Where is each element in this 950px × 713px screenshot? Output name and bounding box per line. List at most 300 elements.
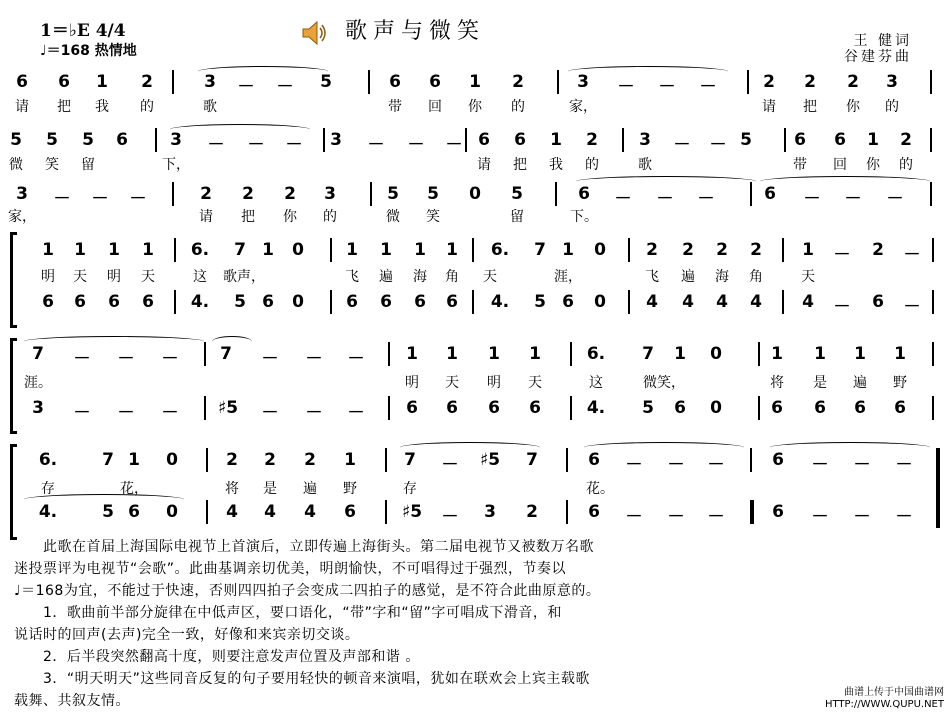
bar-line	[472, 238, 474, 262]
bar-line	[206, 500, 208, 524]
note: 1	[529, 344, 541, 364]
lyric-char: 把	[803, 99, 817, 115]
dash-note: －	[237, 77, 255, 97]
note: 7	[642, 344, 654, 364]
note: 6	[58, 72, 70, 92]
dash-note: －	[617, 77, 635, 97]
speaker-icon[interactable]	[300, 18, 328, 48]
dash-note: －	[53, 189, 71, 209]
bar-line	[750, 500, 754, 524]
slur	[24, 336, 204, 347]
lyric-char: 涯，	[554, 269, 582, 285]
note: 2	[900, 130, 912, 150]
note: 6	[514, 130, 526, 150]
dash-note: －	[73, 403, 91, 423]
footer-line: HTTP://WWW.QUPU.NET	[824, 699, 944, 710]
lyric-char: 下。	[570, 209, 598, 225]
bar-line	[758, 342, 760, 366]
dash-note: －	[367, 135, 385, 155]
lyric-char: 请	[199, 209, 213, 225]
note: 0	[594, 292, 606, 312]
lyric-char: 你	[866, 157, 880, 173]
note: 4.	[586, 398, 606, 418]
note: 1	[380, 240, 392, 260]
final-bar	[936, 448, 940, 528]
lyric-char: 天	[141, 269, 155, 285]
note: 0	[166, 502, 178, 522]
lyric-char: 存	[41, 481, 55, 497]
note: 1	[488, 344, 500, 364]
dash-note: －	[833, 245, 851, 265]
lyric-char: 遍	[379, 269, 393, 285]
bar-line	[930, 182, 932, 206]
lyric-char: 你	[283, 209, 297, 225]
lyric-char: 野	[893, 375, 907, 391]
bar-line	[388, 342, 390, 366]
note: 6.	[586, 344, 606, 364]
slur	[568, 66, 728, 77]
note: 6	[771, 398, 783, 418]
lyric-char: 明	[41, 269, 55, 285]
bar-line	[472, 290, 474, 314]
note: 4.	[490, 292, 510, 312]
slur	[198, 66, 328, 77]
slur	[212, 336, 252, 347]
note: 1	[854, 344, 866, 364]
note: 2	[763, 72, 775, 92]
note: 3	[639, 130, 651, 150]
lyric-row	[0, 96, 950, 126]
lyric-char: 把	[513, 157, 527, 173]
note: 3	[324, 184, 336, 204]
bar-line	[330, 290, 332, 314]
note: 1	[562, 240, 574, 260]
lyric-char: 天	[483, 269, 497, 285]
dash-note: －	[625, 455, 643, 475]
bar-line	[628, 238, 630, 262]
bar-line	[174, 290, 176, 314]
bar-line	[566, 500, 568, 524]
note: ♯5	[479, 450, 501, 470]
lyric-char: 歌声，	[223, 269, 265, 285]
lyric-char: 你	[468, 99, 482, 115]
note: 1	[867, 130, 879, 150]
dash-note: －	[161, 349, 179, 369]
note: 7	[102, 450, 114, 470]
bar-line	[782, 290, 784, 314]
dash-note: －	[811, 507, 829, 527]
lyric-char: 下，	[162, 157, 190, 173]
lyric-char: 是	[263, 481, 277, 497]
bar-line	[385, 448, 387, 472]
note: 3	[32, 398, 44, 418]
note: 1	[771, 344, 783, 364]
note: 6	[854, 398, 866, 418]
slur	[584, 442, 744, 453]
note: 1	[814, 344, 826, 364]
note: 6	[74, 292, 86, 312]
song-title: 歌声与微笑	[345, 19, 486, 44]
lyric-char: 微	[9, 157, 23, 173]
note: 2	[872, 240, 884, 260]
bar-line	[566, 448, 568, 472]
note: 6	[414, 292, 426, 312]
slur	[400, 442, 540, 453]
note: 2	[284, 184, 296, 204]
note: 6	[772, 502, 784, 522]
note: 6	[529, 398, 541, 418]
lyric-char: 角	[749, 269, 763, 285]
note: 4.	[190, 292, 210, 312]
note: 6.	[190, 240, 210, 260]
note: 6	[578, 184, 590, 204]
bar-line	[930, 70, 932, 94]
note: 6	[262, 292, 274, 312]
lyric-char: 海	[413, 269, 427, 285]
note: 6	[894, 398, 906, 418]
note: 7	[220, 344, 232, 364]
note: 1	[406, 344, 418, 364]
note: 5	[46, 130, 58, 150]
dash-note: －	[441, 455, 459, 475]
note: 1	[446, 240, 458, 260]
dash-note: －	[895, 507, 913, 527]
dash-note: －	[667, 455, 685, 475]
system-brace	[10, 232, 17, 328]
dash-note: －	[161, 403, 179, 423]
description-line: 1．歌曲前半部分旋律在中低声区，要口语化，“带”字和“留”字可唱成下滑音，和	[14, 605, 562, 621]
dash-note: －	[895, 455, 913, 475]
lyric-char: 歌	[203, 99, 217, 115]
lyric-char: 野	[343, 481, 357, 497]
note: 6	[794, 130, 806, 150]
bar-line	[204, 342, 206, 366]
note: 1	[469, 72, 481, 92]
note: 7	[404, 450, 416, 470]
note: 6	[346, 292, 358, 312]
note: 6	[429, 72, 441, 92]
dash-note: －	[276, 77, 294, 97]
dash-note: －	[709, 135, 727, 155]
dash-note: －	[347, 403, 365, 423]
lyric-char: 将	[225, 481, 239, 497]
note: 3	[16, 184, 28, 204]
note: 5	[427, 184, 439, 204]
dash-note: －	[73, 349, 91, 369]
lyric-char: 花，	[120, 481, 148, 497]
tempo-marking: ♩＝168 热情地	[40, 43, 137, 59]
bar-line	[782, 238, 784, 262]
note: 6	[128, 502, 140, 522]
note: 4	[304, 502, 316, 522]
note: 1	[550, 130, 562, 150]
slur	[170, 124, 310, 135]
note: 4	[264, 502, 276, 522]
note: 4	[750, 292, 762, 312]
note: 5	[82, 130, 94, 150]
note: 1	[344, 450, 356, 470]
lyric-char: 微	[386, 209, 400, 225]
note: 5	[511, 184, 523, 204]
bar-line	[930, 128, 932, 152]
note: 3	[330, 130, 342, 150]
dash-note: －	[833, 297, 851, 317]
note: 4	[682, 292, 694, 312]
note: 1	[446, 344, 458, 364]
lyric-char: 留	[510, 209, 524, 225]
bar-line	[622, 128, 624, 152]
lyric-char: 角	[445, 269, 459, 285]
dash-note: －	[285, 135, 303, 155]
dash-note: －	[707, 507, 725, 527]
lyric-char: 天	[528, 375, 542, 391]
bar-line	[370, 182, 372, 206]
melody-row	[0, 344, 950, 374]
note: 2	[264, 450, 276, 470]
bar-line	[174, 238, 176, 262]
note: 2	[682, 240, 694, 260]
lyric-char: 把	[241, 209, 255, 225]
bar-line	[555, 182, 557, 206]
dash-note: －	[117, 403, 135, 423]
note: 0	[710, 344, 722, 364]
note: 7	[234, 240, 246, 260]
lyric-char: 家，	[569, 99, 597, 115]
lyric-char: 存	[403, 481, 417, 497]
note: 5	[234, 292, 246, 312]
note: 2	[141, 72, 153, 92]
lyric-char: 的	[585, 157, 599, 173]
dash-note: －	[853, 507, 871, 527]
lyric-char: 明	[107, 269, 121, 285]
lyric-char: 留	[81, 157, 95, 173]
note: 6.	[38, 450, 58, 470]
note: 2	[847, 72, 859, 92]
bar-line	[368, 70, 370, 94]
dash-note: －	[903, 297, 921, 317]
lyric-char: 请	[15, 99, 29, 115]
bar-line	[932, 396, 934, 420]
note: 6	[344, 502, 356, 522]
bar-line	[932, 342, 934, 366]
dash-note: －	[261, 403, 279, 423]
note: 6	[380, 292, 392, 312]
system-brace	[10, 444, 17, 540]
dash-note: －	[305, 403, 323, 423]
key-signature: 1＝♭E 4/4	[40, 21, 126, 41]
note: 1	[346, 240, 358, 260]
bar-line	[172, 182, 174, 206]
note: 1	[128, 450, 140, 470]
lyric-char: 涯。	[24, 375, 52, 391]
note: 2	[242, 184, 254, 204]
note: 6	[834, 130, 846, 150]
lyric-char: 天	[445, 375, 459, 391]
note: 6	[116, 130, 128, 150]
description	[14, 536, 934, 712]
dash-note: －	[129, 189, 147, 209]
lyric-char: 这	[193, 269, 207, 285]
note: 2	[304, 450, 316, 470]
lyricist-credit: 王 健词	[853, 33, 912, 49]
note: 7	[534, 240, 546, 260]
note: 5	[320, 72, 332, 92]
note: 6	[872, 292, 884, 312]
lyric-char: 飞	[645, 269, 659, 285]
bar-line	[932, 238, 934, 262]
lyric-char: 回	[833, 157, 847, 173]
bar-line	[465, 128, 467, 152]
note: 1	[414, 240, 426, 260]
bar-line	[570, 342, 572, 366]
lyric-char: 你	[846, 99, 860, 115]
note: 6	[42, 292, 54, 312]
bar-line	[155, 128, 157, 152]
bar-line	[758, 396, 760, 420]
note: 2	[512, 72, 524, 92]
lyric-char: 花。	[586, 481, 614, 497]
lyric-char: 的	[899, 157, 913, 173]
note: 3	[577, 72, 589, 92]
dash-note: －	[853, 455, 871, 475]
note: ♯5	[217, 398, 239, 418]
bar-line	[204, 396, 206, 420]
note: 4.	[38, 502, 58, 522]
lyric-char: 歌	[638, 157, 652, 173]
melody-row	[0, 450, 950, 480]
note: 2	[586, 130, 598, 150]
note: 1	[142, 240, 154, 260]
note: 0	[292, 240, 304, 260]
note: 1	[96, 72, 108, 92]
note: 4	[716, 292, 728, 312]
footer-watermark	[825, 687, 944, 711]
lyric-char: 笑	[45, 157, 59, 173]
note: 3	[886, 72, 898, 92]
note: 2	[526, 502, 538, 522]
dash-note: －	[886, 189, 904, 209]
note: 5	[387, 184, 399, 204]
lyric-char: 我	[549, 157, 563, 173]
footer-line: 曲谱上传于中国曲谱网	[844, 687, 944, 698]
bar-line	[557, 70, 559, 94]
note: 2	[226, 450, 238, 470]
note: 0	[292, 292, 304, 312]
lyric-row	[0, 206, 950, 236]
lyric-char: 飞	[345, 269, 359, 285]
note: 6	[478, 130, 490, 150]
note: 6	[446, 398, 458, 418]
dash-note: －	[803, 189, 821, 209]
lyric-char: 明	[487, 375, 501, 391]
note: 7	[526, 450, 538, 470]
dash-note: －	[407, 135, 425, 155]
dash-note: －	[699, 77, 717, 97]
dash-note: －	[347, 349, 365, 369]
lyric-char: 将	[770, 375, 784, 391]
lyric-char: 遍	[681, 269, 695, 285]
note: 2	[200, 184, 212, 204]
dash-note: －	[656, 189, 674, 209]
lyric-char: 带	[793, 157, 807, 173]
note: 0	[469, 184, 481, 204]
note: 5	[534, 292, 546, 312]
note: 2	[804, 72, 816, 92]
description-line: 载舞、共叙友情。	[14, 693, 130, 709]
description-line: 2．后半段突然翻高十度，则要注意发声位置及声部和谐 。	[14, 649, 420, 665]
note: 6	[406, 398, 418, 418]
note: 6	[674, 398, 686, 418]
bar-line	[172, 70, 174, 94]
note: 4	[646, 292, 658, 312]
note: 6	[142, 292, 154, 312]
note: 6	[108, 292, 120, 312]
note: 4	[802, 292, 814, 312]
note: 6.	[490, 240, 510, 260]
slur	[770, 442, 930, 453]
note: 1	[802, 240, 814, 260]
dash-note: －	[207, 135, 225, 155]
note: 6	[446, 292, 458, 312]
dash-note: －	[614, 189, 632, 209]
note: 4	[226, 502, 238, 522]
dash-note: －	[91, 189, 109, 209]
description-line: 迷投票评为电视节“会歌”。此曲基调亲切优美，明朗愉快，不可唱得过于强烈，节奏以	[14, 561, 567, 577]
dash-note: －	[697, 189, 715, 209]
dash-note: －	[673, 135, 691, 155]
note: 0	[594, 240, 606, 260]
dash-note: －	[441, 507, 459, 527]
lyric-char: 明	[405, 375, 419, 391]
lyric-char: 天	[801, 269, 815, 285]
dash-note: －	[658, 77, 676, 97]
note: 2	[646, 240, 658, 260]
lyric-char: 遍	[303, 481, 317, 497]
lyric-char: 家，	[8, 209, 36, 225]
dash-note: －	[305, 349, 323, 369]
dash-note: －	[117, 349, 135, 369]
note: 3	[170, 130, 182, 150]
note: 5	[642, 398, 654, 418]
note: 2	[750, 240, 762, 260]
note: 3	[484, 502, 496, 522]
dash-note: －	[844, 189, 862, 209]
bar-line	[570, 396, 572, 420]
dash-note: －	[445, 135, 463, 155]
bar-line	[323, 128, 325, 152]
note: ♯5	[401, 502, 423, 522]
note: 0	[710, 398, 722, 418]
dash-note: －	[667, 507, 685, 527]
bar-line	[747, 70, 749, 94]
note: 1	[674, 344, 686, 364]
melody-row	[0, 292, 950, 322]
note: 6	[588, 450, 600, 470]
bar-line	[750, 448, 752, 472]
system-brace	[10, 338, 17, 434]
dash-note: －	[625, 507, 643, 527]
slur	[760, 176, 930, 187]
bar-line	[330, 238, 332, 262]
description-line: 3．“明天明天”这些同音反复的句子要用轻快的顿音来演唱，犹如在联欢会上宾主载歌	[14, 671, 590, 687]
description-line: 此歌在首届上海国际电视节上首演后，立即传遍上海街头。第二届电视节又被数万名歌	[14, 539, 594, 555]
lyric-char: 我	[95, 99, 109, 115]
lyric-char: 的	[323, 209, 337, 225]
note: 5	[740, 130, 752, 150]
note: 6	[772, 450, 784, 470]
lyric-char: 的	[511, 99, 525, 115]
lyric-char: 天	[73, 269, 87, 285]
